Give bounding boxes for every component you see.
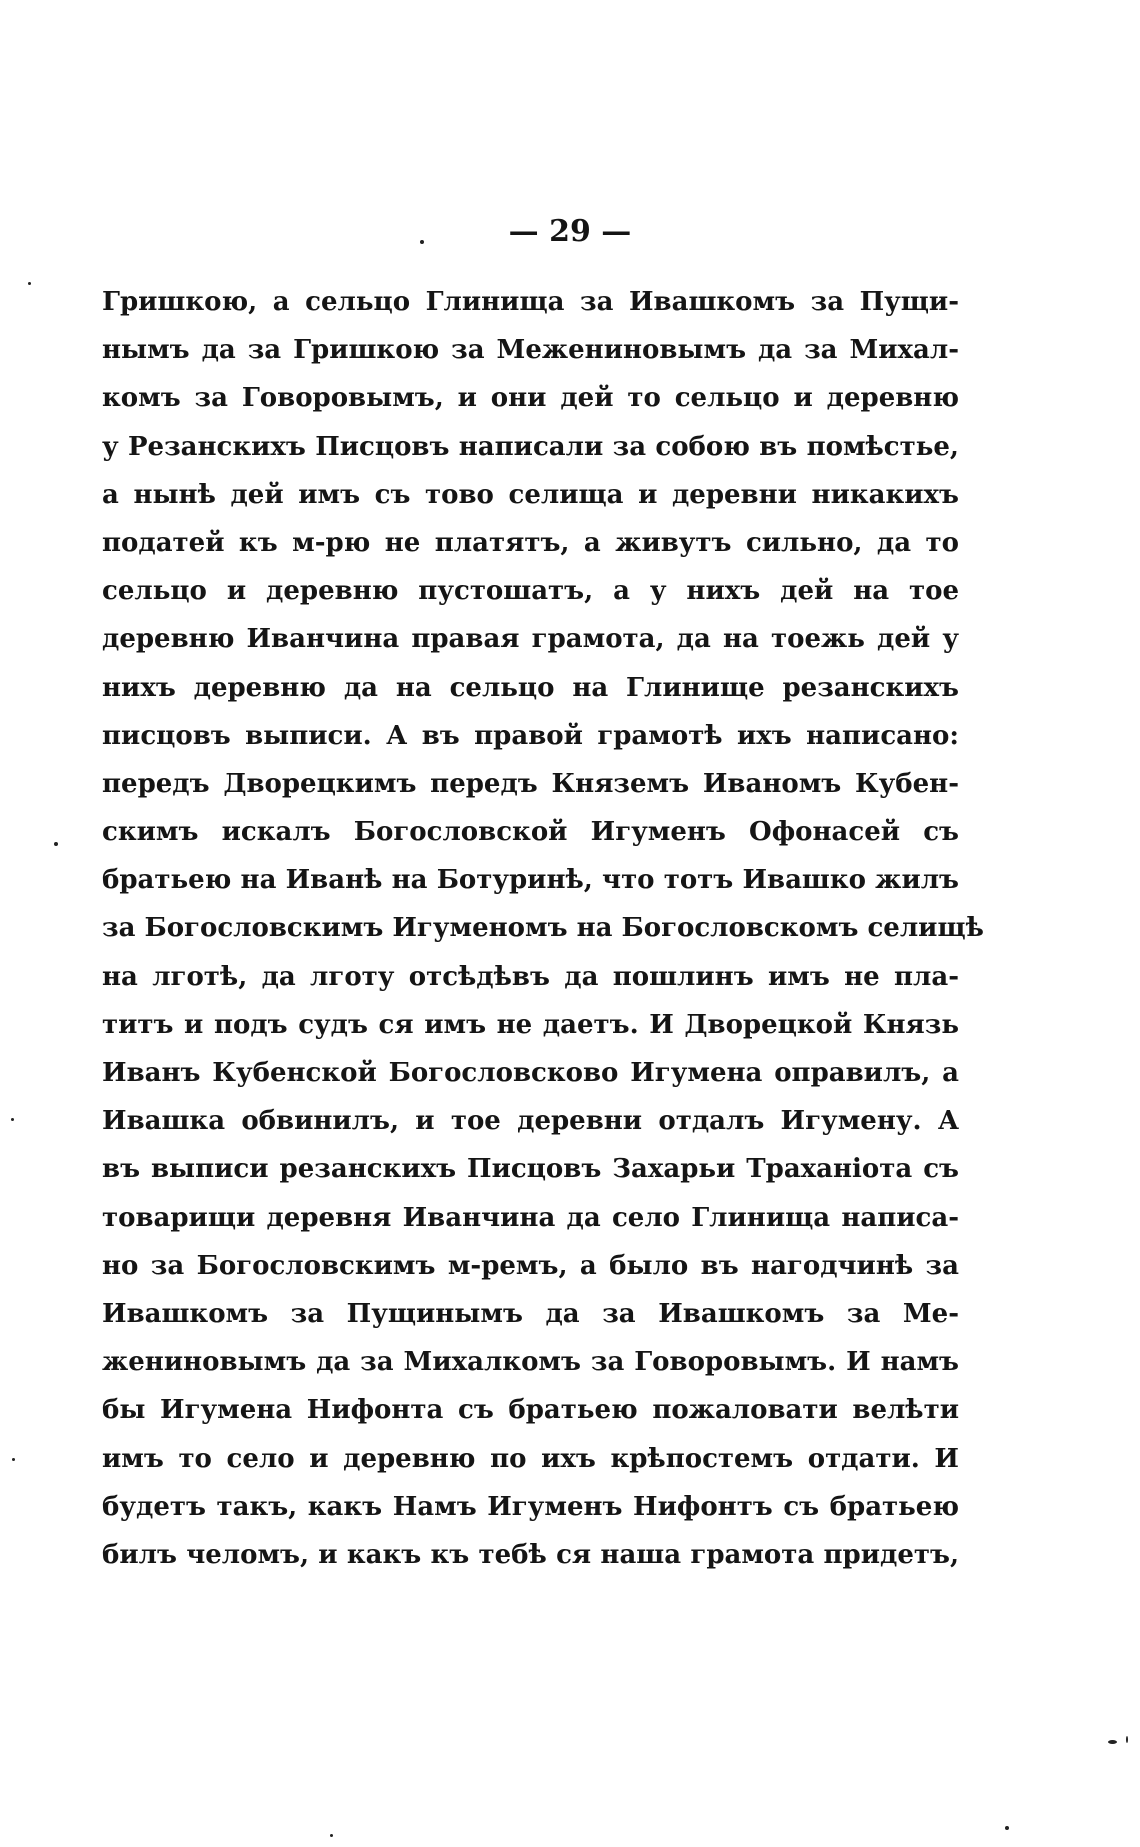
text-line: въ выписи резанскихъ Писцовъ Захарьи Траханіота съ <box>102 1154 959 1185</box>
text-line: у Резанскихъ Писцовъ написали за собою въ помѣстье, <box>102 431 959 462</box>
text-line: Гришкою, а сельцо Глинища за Ивашкомъ за Пущи- <box>102 287 959 317</box>
text-line: Иванъ Кубенской Богословсково Игумена оправилъ, а <box>102 1058 959 1088</box>
text-line: передъ Дворецкимъ передъ Княземъ Иваномъ Кубен- <box>102 768 959 799</box>
scan-speck <box>54 842 58 846</box>
text-line: жениновымъ да за Михалкомъ за Говоровымъ. И намъ <box>102 1347 959 1378</box>
scan-speck <box>11 1118 14 1121</box>
text-line: на лготѣ, да лготу отсѣдѣвъ да пошлинъ имъ не пла- <box>102 961 959 992</box>
text-line: братьею на Иванѣ на Ботуринѣ, что тотъ Ивашко жилъ <box>102 865 959 896</box>
body-text <box>102 278 984 1579</box>
text-line: Ивашка обвинилъ, и тое деревни отдалъ Игумену. А <box>102 1106 959 1137</box>
text-line: скимъ искалъ Богословской Игуменъ Офонасей съ <box>102 817 959 848</box>
text-line: Ивашкомъ за Пущинымъ да за Ивашкомъ за Ме- <box>102 1298 959 1329</box>
text-line: за Богословскимъ Игуменомъ на Богословскомъ селищѣ <box>102 913 984 944</box>
scan-speck <box>1126 1736 1128 1743</box>
scan-speck <box>420 240 424 244</box>
scan-speck <box>330 1834 333 1837</box>
text-line: имъ то село и деревню по ихъ крѣпостемъ отдати. И <box>102 1443 959 1474</box>
text-line: нымъ да за Гришкою за Межениновымъ да за Михал- <box>102 335 959 366</box>
text-line: а нынѣ дей имъ съ тово селища и деревни никакихъ <box>102 479 959 510</box>
text-line: будетъ такъ, какъ Намъ Игуменъ Нифонтъ съ братьею <box>102 1491 959 1522</box>
text-line: бы Игумена Нифонта съ братьею пожаловати велѣти <box>102 1395 959 1426</box>
text-line: титъ и подъ судъ ся имъ не даетъ. И Дворецкой Князь <box>102 1009 959 1040</box>
text-line: комъ за Говоровымъ, и они дей то сельцо и деревню <box>102 383 959 414</box>
text-line: товарищи деревня Иванчина да село Глинища написа- <box>102 1202 959 1233</box>
text-line: податей къ м-рю не платятъ, а живутъ сильно, да то <box>102 527 959 558</box>
scan-speck <box>28 282 31 285</box>
page-number: — 29 — <box>508 214 632 249</box>
scan-speck <box>12 1458 15 1461</box>
scan-speck <box>1005 1826 1009 1830</box>
text-line: писцовъ выписи. А въ правой грамотѣ ихъ написано: <box>102 720 959 751</box>
text-line: но за Богословскимъ м-ремъ, а было въ нагодчинѣ за <box>102 1250 959 1281</box>
text-line: нихъ деревню да на сельцо на Глинище резанскихъ <box>102 672 959 703</box>
text-line: деревню Иванчина правая грамота, да на тоежь дей у <box>102 624 959 655</box>
scan-speck <box>1108 1740 1117 1744</box>
text-line: сельцо и деревню пустошатъ, а у нихъ дей на тое <box>102 576 959 607</box>
text-line: билъ челомъ, и какъ къ тебѣ ся наша грамота придетъ, <box>102 1539 959 1570</box>
